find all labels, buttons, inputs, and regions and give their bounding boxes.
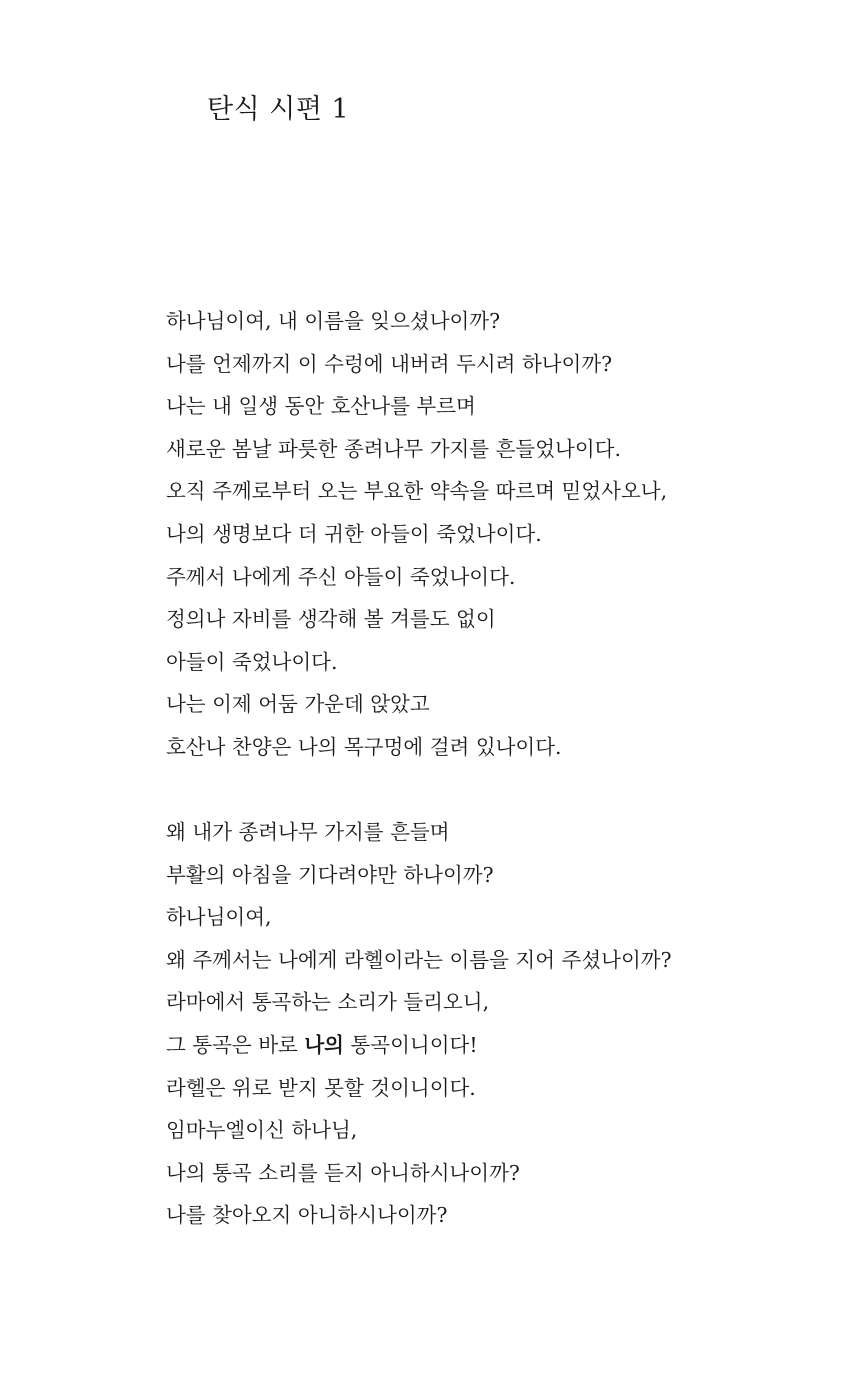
poem-line: 왜 내가 종려나무 가지를 흔들며 xyxy=(166,820,450,844)
poem-line: 나는 내 일생 동안 호산나를 부르며 xyxy=(166,394,476,419)
poem-title: 탄식 시편 1 xyxy=(207,94,350,125)
poem-line: 라헬은 위로 받지 못할 것이니이다. xyxy=(166,1075,476,1100)
poem-line: 왜 주께서는 나에게 라헬이라는 이름을 지어 주셨나이까? xyxy=(166,947,672,972)
poem-line: 아들이 죽었나이다. xyxy=(166,649,338,674)
poem-line: 부활의 아침을 기다려야만 하나이까? xyxy=(166,862,494,887)
poem-line: 나의 생명보다 더 귀한 아들이 죽었나이다. xyxy=(166,521,542,546)
poem-line: 나의 통곡 소리를 듣지 아니하시나이까? xyxy=(166,1160,520,1185)
stanza-1 xyxy=(166,304,667,773)
poem-line: 호산나 찬양은 나의 목구멍에 걸려 있나이다. xyxy=(166,734,562,759)
poem-line: 나는 이제 어둠 가운데 앉았고 xyxy=(166,692,430,717)
poem-line: 나를 언제까지 이 수렁에 내버려 두시려 하나이까? xyxy=(166,351,613,376)
poem-line: 나를 찾아오지 아니하시나이까? xyxy=(166,1203,448,1228)
emphasized-word: 나의 xyxy=(304,1032,344,1057)
poem-line: 하나님이여, xyxy=(166,905,272,930)
line-text-before: 그 통곡은 바로 xyxy=(166,1032,305,1057)
poem-line: 오직 주께로부터 오는 부요한 약속을 따르며 믿었사오나, xyxy=(166,479,668,504)
poem-line: 새로운 봄날 파릇한 종려나무 가지를 흔들었나이다. xyxy=(166,436,621,461)
poem-line: 하나님이여, 내 이름을 잊으셨나이까? xyxy=(166,309,501,333)
poem-line: 임마누엘이신 하나님, xyxy=(166,1118,358,1143)
poem-line: 라마에서 통곡하는 소리가 들리오니, xyxy=(166,990,490,1015)
stanza-2 xyxy=(166,815,672,1241)
poem-line: 주께서 나에게 주신 아들이 죽었나이다. xyxy=(166,564,516,589)
poem-line: 정의나 자비를 생각해 볼 겨를도 없이 xyxy=(166,607,496,632)
poem-line-emphasis xyxy=(166,1028,672,1071)
line-text-after: 통곡이니이다! xyxy=(343,1032,478,1057)
